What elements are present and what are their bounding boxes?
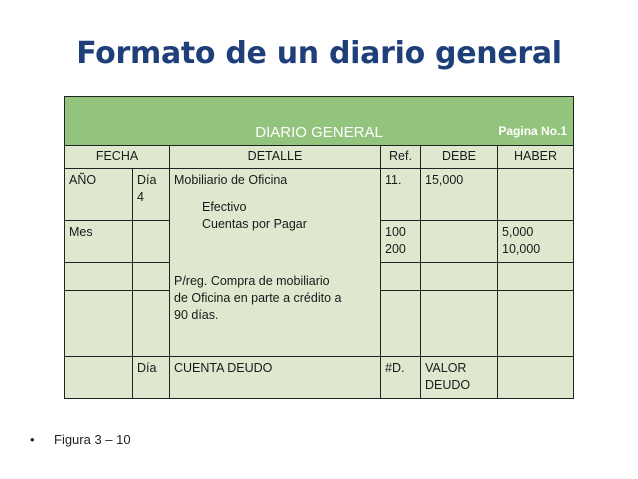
cell-credit-1	[498, 169, 574, 221]
journal-legend-row	[65, 357, 574, 399]
cell-empty-4d	[421, 291, 498, 357]
debit-value: 15,000	[425, 173, 464, 187]
cell-empty-4a	[65, 291, 133, 357]
cell-legend-detail	[170, 357, 381, 399]
debit-account: Mobiliario de Oficina	[174, 173, 288, 187]
credit-account-2: Cuentas por Pagar	[202, 217, 307, 231]
cell-empty-3c	[381, 263, 421, 291]
header-fecha: FECHA	[65, 146, 170, 169]
figure-caption	[30, 432, 131, 447]
general-journal-table	[64, 96, 574, 399]
cell-empty-4c	[381, 291, 421, 357]
slide-title: Formato de un diario general	[76, 36, 562, 71]
journal-banner	[65, 97, 574, 146]
journal-title: DIARIO GENERAL	[255, 124, 383, 141]
ref-value: 11.	[385, 173, 402, 187]
day-label: Día	[137, 173, 157, 187]
header-ref: Ref.	[381, 146, 421, 169]
credit-value-1: 5,000	[502, 225, 534, 239]
cell-detail	[170, 169, 381, 357]
cell-debit-1	[421, 169, 498, 221]
cell-debit-2	[421, 221, 498, 263]
month-label: Mes	[69, 225, 93, 239]
ref-value-1: 100	[385, 225, 406, 239]
legend-ref: #D.	[385, 361, 405, 375]
cell-empty-4b	[133, 291, 170, 357]
year-label: AÑO	[69, 173, 97, 187]
page-number-label: Pagina No.1	[498, 124, 568, 138]
cell-empty-3d	[421, 263, 498, 291]
cell-ref-2	[381, 221, 421, 263]
cell-empty-3a	[65, 263, 133, 291]
cell-empty-5a	[65, 357, 133, 399]
cell-month	[65, 221, 133, 263]
day-value: 4	[137, 190, 144, 204]
description-line-1: P/reg. Compra de mobiliario	[174, 274, 330, 288]
credit-account-1: Efectivo	[202, 200, 247, 214]
bullet-icon: •	[30, 432, 35, 447]
legend-value-1: VALOR	[425, 361, 467, 375]
legend-detail: CUENTA DEUDO	[174, 361, 273, 375]
column-header-row	[65, 146, 574, 169]
cell-empty-day-2	[133, 221, 170, 263]
header-debe: DEBE	[421, 146, 498, 169]
journal-banner-row	[65, 97, 574, 146]
description-line-3: 90 días.	[174, 308, 219, 322]
figure-caption-text: Figura 3 – 10	[54, 432, 131, 447]
legend-day: Día	[137, 361, 157, 375]
cell-empty-5f	[498, 357, 574, 399]
cell-year	[65, 169, 133, 221]
cell-legend-day	[133, 357, 170, 399]
cell-ref-1	[381, 169, 421, 221]
header-detalle: DETALLE	[170, 146, 381, 169]
cell-legend-ref	[381, 357, 421, 399]
cell-day	[133, 169, 170, 221]
cell-empty-3e	[498, 263, 574, 291]
cell-legend-value	[421, 357, 498, 399]
cell-credit-2	[498, 221, 574, 263]
journal-row-1	[65, 169, 574, 221]
cell-empty-3b	[133, 263, 170, 291]
credit-value-2: 10,000	[502, 242, 541, 256]
cell-empty-4e	[498, 291, 574, 357]
description-line-2: de Oficina en parte a crédito a	[174, 291, 342, 305]
ref-value-2: 200	[385, 242, 406, 256]
header-haber: HABER	[498, 146, 574, 169]
legend-value-2: DEUDO	[425, 378, 471, 392]
